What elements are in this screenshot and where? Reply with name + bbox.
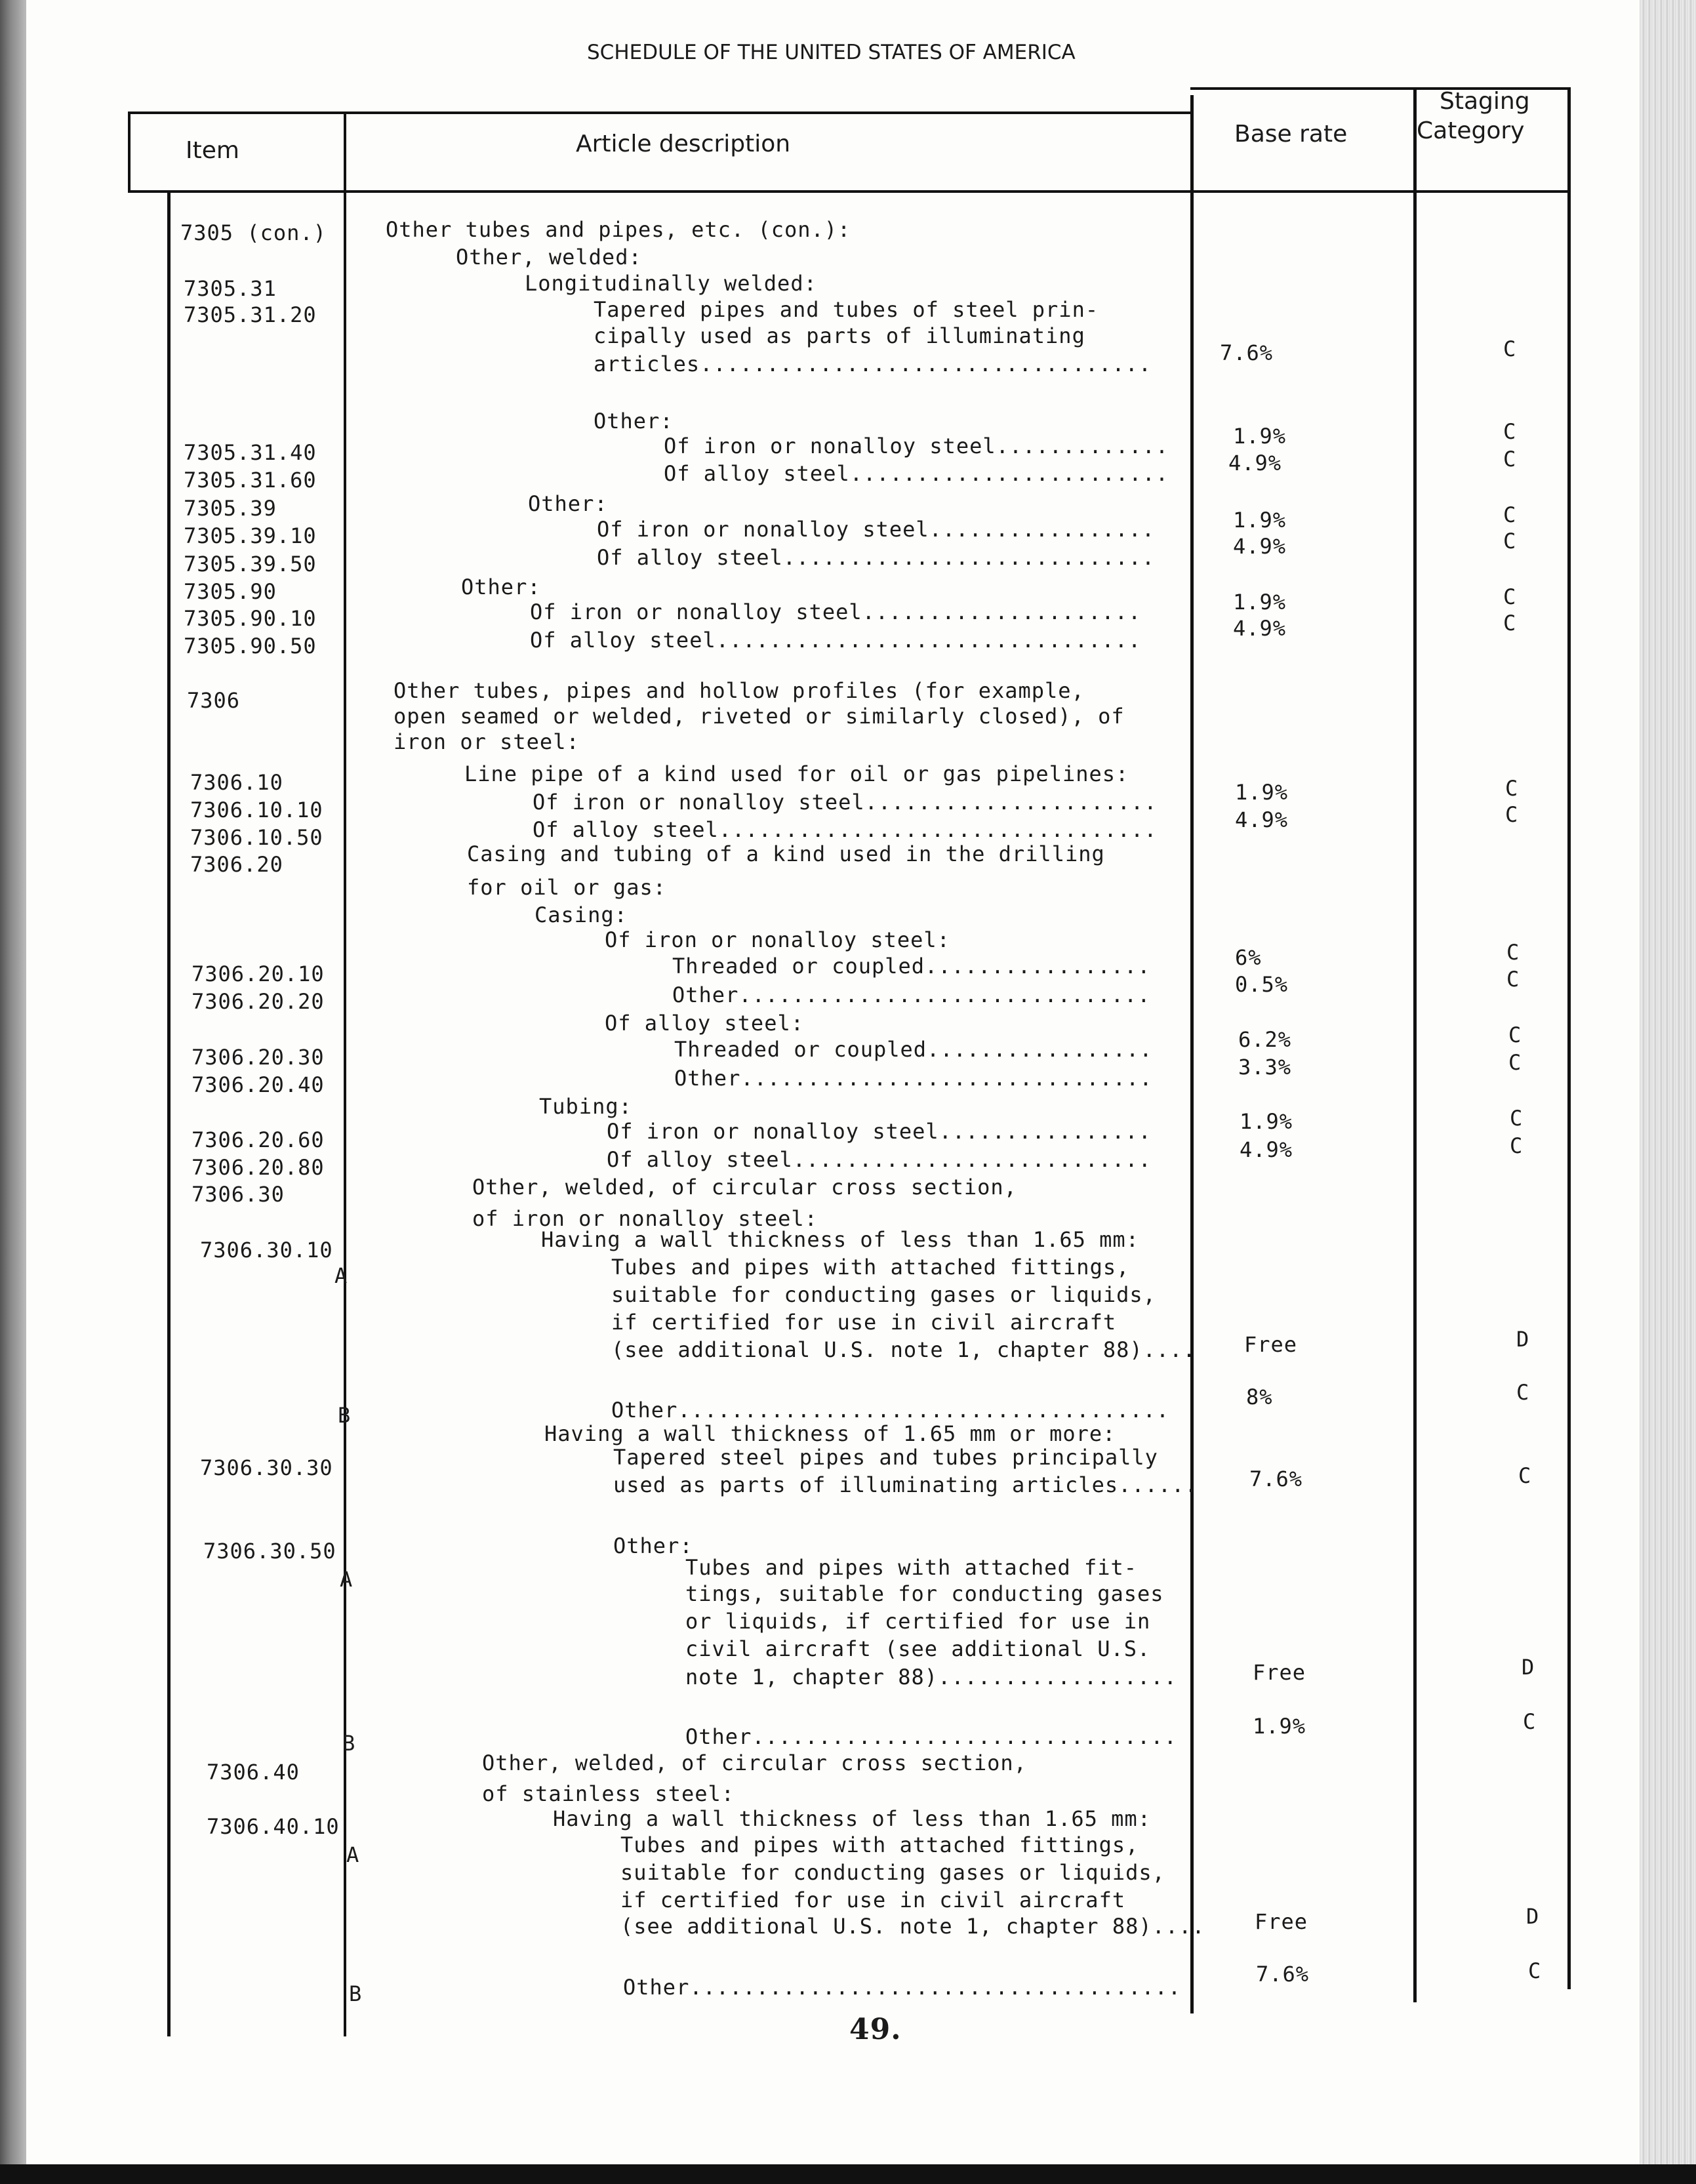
base-rate: 7.6% (1249, 1466, 1303, 1491)
item-code: 7306.40 (207, 1760, 300, 1785)
article-description-line: Of iron or nonalloy steel...................... (533, 790, 1158, 815)
article-description-line: Tubing: (539, 1094, 632, 1119)
header-category: Category (1417, 117, 1525, 144)
item-code: 7305.39 (184, 496, 277, 521)
article-description-line: of stainless steel: (482, 1781, 735, 1806)
item-code: 7305.39.10 (184, 523, 317, 548)
base-rate: 4.9% (1233, 616, 1287, 641)
scan-left-edge (0, 0, 26, 2184)
item-code: 7306.10 (190, 770, 283, 795)
item-code: 7306.20.20 (192, 989, 325, 1014)
base-rate: Free (1244, 1332, 1298, 1357)
staging-category: C (1503, 336, 1517, 361)
article-description-line: Tapered pipes and tubes of steel prin- (594, 297, 1099, 322)
item-code: 7306.30.50 (203, 1539, 336, 1564)
staging-category: C (1503, 584, 1517, 609)
article-description-line: Other, welded: (456, 245, 642, 270)
article-description-line: Threaded or coupled................. (674, 1037, 1153, 1062)
base-rate: Free (1255, 1909, 1308, 1934)
article-description-line: Other: (613, 1533, 693, 1558)
item-code: 7306.20 (190, 852, 283, 877)
staging-category: C (1506, 940, 1520, 965)
base-rate: 1.9% (1233, 424, 1287, 449)
base-rate: Free (1253, 1660, 1306, 1685)
article-description-line: Other............................... (674, 1066, 1153, 1091)
staging-category: C (1503, 529, 1517, 554)
article-description-line: Having a wall thickness of 1.65 mm or more: (544, 1421, 1116, 1446)
article-description-line: Of iron or nonalloy steel: (605, 927, 950, 952)
staging-category: C (1510, 1106, 1524, 1131)
article-description-line: Threaded or coupled................. (672, 954, 1151, 979)
article-description-line: Of alloy steel........................ (664, 461, 1169, 486)
article-description-line: Tubes and pipes with attached fittings, (620, 1832, 1139, 1857)
article-description-line: Other: (461, 575, 541, 599)
item-code: 7306.30 (192, 1182, 285, 1207)
staging-category: C (1503, 502, 1517, 527)
item-code: 7306.10.50 (190, 825, 323, 850)
item-suffix: B (349, 1981, 363, 2006)
article-description-line: suitable for conducting gases or liquids, (620, 1860, 1165, 1885)
item-code: 7306.20.80 (192, 1155, 325, 1180)
rate-column-divider (1413, 87, 1417, 2002)
page-title: SCHEDULE OF THE UNITED STATES OF AMERICA (587, 41, 1076, 64)
article-description-line: Having a wall thickness of less than 1.65 mm: (553, 1806, 1151, 1831)
staging-category: C (1510, 1133, 1524, 1158)
article-description-line: Other..................................... (611, 1398, 1170, 1423)
base-rate: 1.9% (1235, 780, 1289, 805)
article-description-line: civil aircraft (see additional U.S. (685, 1636, 1151, 1661)
base-rate: 1.9% (1253, 1714, 1306, 1739)
article-description-line: Of alloy steel: (605, 1011, 804, 1036)
article-description-line: Of iron or nonalloy steel................ (607, 1119, 1152, 1144)
article-description-line: open seamed or welded, riveted or similarly closed), of (394, 704, 1125, 729)
article-description-line: used as parts of illuminating articles...... (613, 1472, 1198, 1497)
staging-category: C (1523, 1709, 1537, 1734)
item-code: 7305.90.10 (184, 606, 317, 631)
article-description-line: Of alloy steel............................ (597, 545, 1156, 570)
item-code: 7305.90.50 (184, 634, 317, 658)
staging-category: C (1505, 802, 1519, 827)
item-code: 7306.20.40 (192, 1072, 325, 1097)
staging-category: C (1505, 776, 1519, 801)
item-code: 7305.90 (184, 579, 277, 604)
base-rate: 1.9% (1233, 590, 1287, 615)
article-description-line: Tapered steel pipes and tubes principally (613, 1445, 1158, 1470)
article-description-line: note 1, chapter 88).................. (685, 1665, 1177, 1689)
item-code: 7306.30.10 (200, 1238, 333, 1263)
table-left-border-lower (167, 190, 171, 2036)
item-suffix: B (338, 1403, 352, 1428)
table-right-border (1567, 87, 1571, 1989)
item-code: 7305.39.50 (184, 552, 317, 576)
item-suffix: B (342, 1731, 356, 1756)
item-suffix: A (340, 1567, 353, 1592)
item-suffix: A (346, 1842, 360, 1867)
article-description-line: Of iron or nonalloy steel..................... (530, 599, 1142, 624)
base-rate: 4.9% (1240, 1137, 1293, 1162)
staging-category: C (1503, 419, 1517, 444)
page-number: 49. (849, 2013, 902, 2046)
header-staging: Staging (1440, 88, 1530, 115)
item-code: 7305.31.60 (184, 468, 317, 493)
article-description-line: articles.................................. (594, 352, 1152, 376)
article-description-line: for oil or gas: (467, 875, 666, 900)
item-code: 7305.31.40 (184, 440, 317, 465)
base-rate: 6% (1235, 945, 1262, 970)
article-description-line: Other tubes and pipes, etc. (con.): (386, 217, 851, 242)
article-description-line: or liquids, if certified for use in (685, 1609, 1151, 1634)
article-description-line: Other................................ (685, 1724, 1177, 1749)
item-code: 7305 (con.) (180, 220, 327, 245)
staging-category: C (1508, 1050, 1522, 1075)
description-column-divider (1190, 95, 1194, 2013)
article-description-line: Other tubes, pipes and hollow profiles (for example, (394, 678, 1085, 703)
base-rate: 1.9% (1240, 1109, 1293, 1134)
article-description-line: Of alloy steel................................. (533, 817, 1158, 842)
article-description-line: Casing and tubing of a kind used in the drilling (467, 841, 1105, 866)
item-suffix: A (334, 1263, 348, 1288)
staging-category: C (1508, 1022, 1522, 1047)
base-rate: 7.6% (1220, 340, 1274, 365)
article-description-line: Other: (528, 491, 608, 516)
header-base-rate: Base rate (1234, 121, 1348, 148)
staging-category: D (1522, 1655, 1535, 1680)
base-rate: 4.9% (1233, 534, 1287, 559)
table-left-border (128, 111, 131, 190)
article-description-line: (see additional U.S. note 1, chapter 88).... (611, 1337, 1196, 1362)
article-description-line: suitable for conducting gases or liquids, (611, 1282, 1156, 1307)
article-description-line: Casing: (535, 902, 628, 927)
article-description-line: tings, suitable for conducting gases (685, 1581, 1164, 1606)
article-description-line: of iron or nonalloy steel: (472, 1206, 818, 1231)
base-rate: 1.9% (1233, 508, 1287, 533)
item-code: 7306.40.10 (207, 1814, 340, 1839)
staging-category: C (1528, 1958, 1542, 1983)
base-rate: 7.6% (1256, 1962, 1310, 1987)
staging-category: D (1526, 1904, 1540, 1929)
base-rate: 4.9% (1228, 451, 1282, 475)
table-top-border (128, 111, 1192, 114)
base-rate: 0.5% (1235, 972, 1289, 997)
base-rate: 3.3% (1238, 1055, 1292, 1080)
article-description-line: Other............................... (672, 982, 1151, 1007)
staging-category: C (1516, 1380, 1530, 1405)
staging-category: C (1518, 1463, 1532, 1488)
article-description-line: Other..................................... (623, 1975, 1182, 2000)
article-description-line: (see additional U.S. note 1, chapter 88).... (620, 1914, 1205, 1939)
article-description-line: if certified for use in civil aircraft (620, 1888, 1126, 1912)
base-rate: 6.2% (1238, 1027, 1292, 1052)
base-rate: 4.9% (1235, 807, 1289, 832)
scan-right-edge (1640, 0, 1696, 2184)
item-code: 7306.20.30 (192, 1045, 325, 1070)
article-description-line: Having a wall thickness of less than 1.65 mm: (541, 1227, 1139, 1252)
article-description-line: iron or steel: (394, 729, 580, 754)
article-description-line: Other, welded, of circular cross section, (472, 1175, 1017, 1200)
base-rate: 8% (1246, 1385, 1273, 1409)
item-code: 7306.10.10 (190, 798, 323, 822)
staging-category: C (1503, 447, 1517, 472)
item-code: 7306.30.30 (200, 1455, 333, 1480)
staging-category: C (1506, 967, 1520, 992)
article-description-line: Line pipe of a kind used for oil or gas pipelines: (464, 761, 1129, 786)
article-description-line: Of alloy steel........................... (607, 1147, 1152, 1172)
article-description-line: Of iron or nonalloy steel................. (597, 517, 1156, 542)
item-code: 7306.20.10 (192, 961, 325, 986)
article-description-line: Other, welded, of circular cross section, (482, 1750, 1027, 1775)
item-code: 7306.20.60 (192, 1127, 325, 1152)
article-description-line: if certified for use in civil aircraft (611, 1310, 1117, 1335)
header-article-description: Article description (576, 131, 791, 157)
article-description-line: Tubes and pipes with attached fittings, (611, 1255, 1130, 1280)
article-description-line: Of iron or nonalloy steel............. (664, 434, 1169, 458)
article-description-line: Other: (594, 409, 674, 434)
staging-category: D (1516, 1327, 1530, 1352)
item-code: 7305.31.20 (184, 302, 317, 327)
header-item: Item (186, 137, 239, 164)
staging-category: C (1503, 611, 1517, 636)
article-description-line: Of alloy steel................................ (530, 628, 1142, 653)
article-description-line: cipally used as parts of illuminating (594, 323, 1085, 348)
item-code: 7305.31 (184, 276, 277, 301)
scan-bottom-edge (0, 2164, 1696, 2184)
article-description-line: Tubes and pipes with attached fit- (685, 1555, 1138, 1580)
item-code: 7306 (187, 688, 241, 713)
article-description-line: Longitudinally welded: (525, 271, 817, 296)
